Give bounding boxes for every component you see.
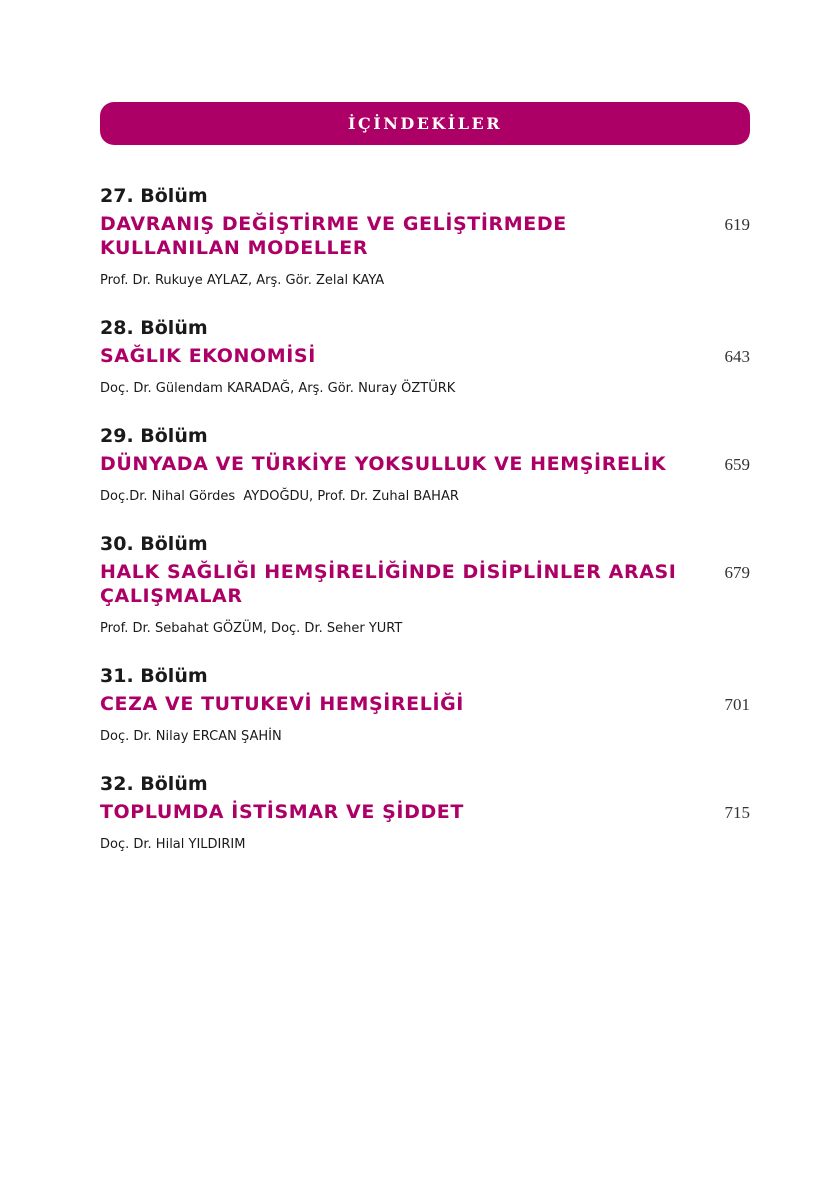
chapter-title-row	[100, 692, 750, 716]
page-number: 701	[724, 695, 750, 714]
chapter-authors: Doç.Dr. Nihal Gördes AYDOĞDU, Prof. Dr. Zuhal BAHAR	[100, 489, 459, 504]
chapter-number: 27. Bölüm	[100, 185, 208, 207]
table-of-contents	[100, 184, 750, 854]
toc-entry-28	[100, 316, 750, 398]
chapter-number: 32. Bölüm	[100, 773, 208, 795]
chapter-title-link[interactable]: TOPLUMDA İSTİSMAR VE ŞİDDET	[100, 801, 464, 823]
chapter-title-row	[100, 452, 750, 476]
chapter-authors: Doç. Dr. Gülendam KARADAĞ, Arş. Gör. Nuray ÖZTÜRK	[100, 381, 456, 396]
page-number: 715	[724, 803, 750, 822]
chapter-authors: Doç. Dr. Nilay ERCAN ŞAHİN	[100, 729, 282, 744]
page-title: İÇİNDEKİLER	[347, 114, 503, 133]
page-number: 679	[724, 563, 750, 582]
chapter-title-row	[100, 344, 750, 368]
toc-entry-32	[100, 772, 750, 854]
chapter-number: 31. Bölüm	[100, 665, 208, 687]
chapter-title-link[interactable]: SAĞLIK EKONOMİSİ	[100, 345, 316, 367]
page-number: 643	[724, 347, 750, 366]
chapter-title-row	[100, 212, 750, 260]
toc-entry-30	[100, 532, 750, 638]
chapter-title-row	[100, 560, 750, 608]
chapter-authors: Prof. Dr. Rukuye AYLAZ, Arş. Gör. Zelal KAYA	[100, 273, 385, 288]
toc-header-bar	[100, 102, 750, 145]
page-number: 659	[724, 455, 750, 474]
chapter-number: 28. Bölüm	[100, 317, 208, 339]
chapter-title-row	[100, 800, 750, 824]
toc-entry-29	[100, 424, 750, 506]
chapter-title-link[interactable]: DAVRANIŞ DEĞİŞTİRME VE GELİŞTİRMEDE KULLANILAN MODELLER	[100, 213, 567, 259]
chapter-number: 29. Bölüm	[100, 425, 208, 447]
chapter-authors: Doç. Dr. Hilal YILDIRIM	[100, 837, 246, 852]
chapter-number: 30. Bölüm	[100, 533, 208, 555]
page-number: 619	[724, 215, 750, 234]
toc-entry-31	[100, 664, 750, 746]
toc-entry-27	[100, 184, 750, 290]
chapter-title-link[interactable]: DÜNYADA VE TÜRKİYE YOKSULLUK VE HEMŞİRELİK	[100, 453, 667, 475]
chapter-title-link[interactable]: CEZA VE TUTUKEVİ HEMŞİRELİĞİ	[100, 693, 464, 715]
chapter-title-link[interactable]: HALK SAĞLIĞI HEMŞİRELİĞİNDE DİSİPLİNLER ARASI ÇALIŞMALAR	[100, 561, 677, 607]
chapter-authors: Prof. Dr. Sebahat GÖZÜM, Doç. Dr. Seher YURT	[100, 621, 403, 636]
